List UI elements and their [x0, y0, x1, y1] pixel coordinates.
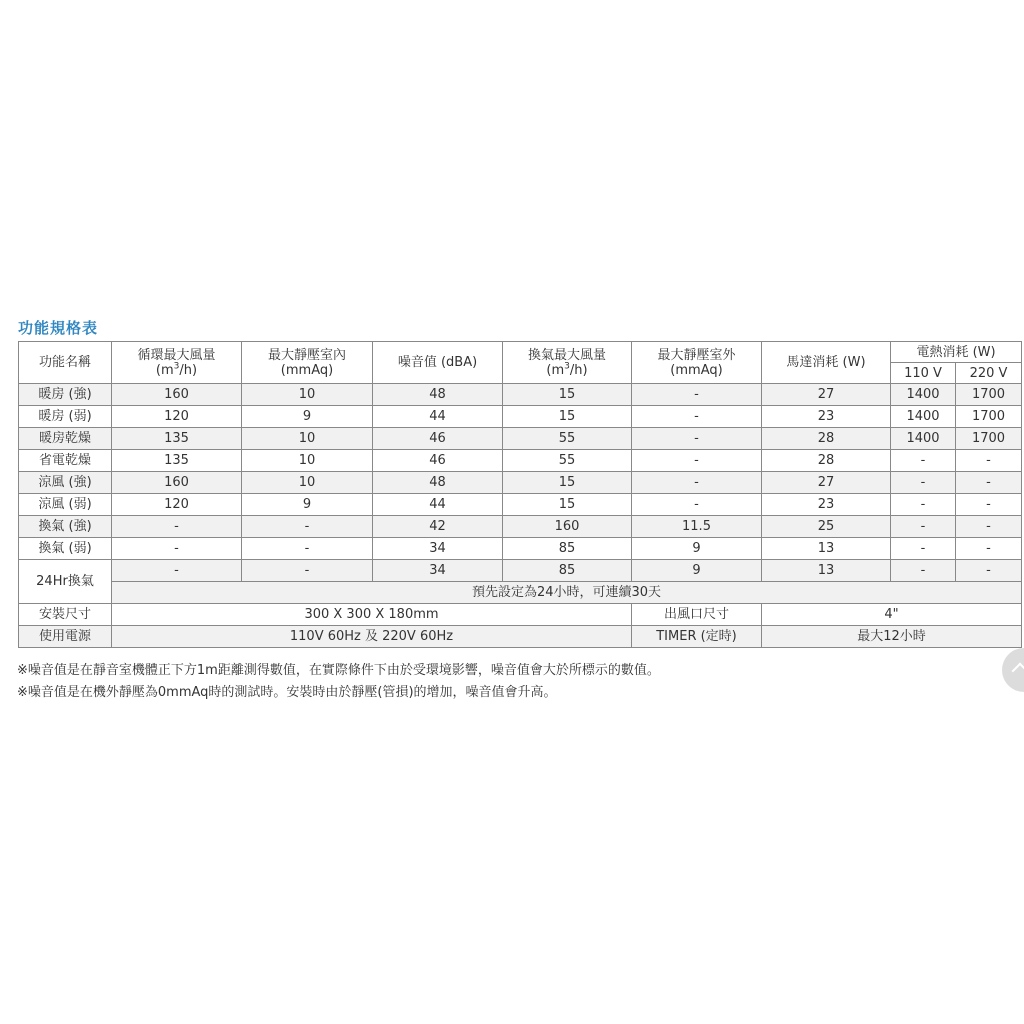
header-noise: 噪音值 (dBA): [373, 342, 503, 384]
table-cell: -: [242, 560, 373, 582]
table-cell: 1400: [891, 428, 956, 450]
table-cell: 9: [242, 494, 373, 516]
table-cell: 120: [112, 494, 242, 516]
row-name: 暖房 (強): [19, 384, 112, 406]
table-row: [19, 516, 1022, 538]
table-cell: 44: [373, 494, 503, 516]
table-cell: 10: [242, 428, 373, 450]
table-cell: -: [242, 516, 373, 538]
header-heater: 電熱消耗 (W): [891, 342, 1022, 363]
timer-label: TIMER (定時): [632, 626, 762, 648]
outlet-label: 出風口尺寸: [632, 604, 762, 626]
table-cell: -: [956, 538, 1022, 560]
table-cell: -: [956, 560, 1022, 582]
install-label: 安裝尺寸: [19, 604, 112, 626]
power-value: 110V 60Hz 及 220V 60Hz: [112, 626, 632, 648]
table-cell: -: [112, 538, 242, 560]
table-cell: 27: [762, 384, 891, 406]
table-cell: -: [891, 516, 956, 538]
table-cell: 1700: [956, 406, 1022, 428]
table-cell: 15: [503, 472, 632, 494]
table-row: [19, 494, 1022, 516]
table-cell: -: [632, 472, 762, 494]
row-name: 暖房乾燥: [19, 428, 112, 450]
table-cell: 11.5: [632, 516, 762, 538]
table-row-note: [19, 582, 1022, 604]
row-24hr-note: 預先設定為24小時，可連續30天: [112, 582, 1022, 604]
footnote: ※噪音值是在機外靜壓為0mmAq時的測試時。安裝時由於靜壓(管損)的增加，噪音值會升高。: [17, 685, 557, 700]
row-name: 換氣 (弱): [19, 538, 112, 560]
header-row: [19, 342, 1022, 363]
table-cell: 9: [632, 538, 762, 560]
header-vent-airflow: 換氣最大風量 $(m^3/h)$: [503, 342, 632, 384]
table-cell: 46: [373, 428, 503, 450]
table-cell: 85: [503, 560, 632, 582]
spec-table: [18, 341, 1022, 648]
table-cell: -: [891, 538, 956, 560]
table-cell: 1700: [956, 384, 1022, 406]
table-row-install: [19, 604, 1022, 626]
header-motor: 馬達消耗 (W): [762, 342, 891, 384]
table-cell: 13: [762, 538, 891, 560]
table-cell: -: [891, 472, 956, 494]
table-cell: 23: [762, 406, 891, 428]
table-cell: 34: [373, 538, 503, 560]
table-cell: 9: [242, 406, 373, 428]
table-cell: -: [891, 494, 956, 516]
table-cell: -: [891, 450, 956, 472]
chevron-up-icon: [1012, 663, 1024, 680]
header-static-in: 最大靜壓室內 (mmAq): [242, 342, 373, 384]
table-cell: 15: [503, 384, 632, 406]
table-cell: 1400: [891, 406, 956, 428]
header-name: 功能名稱: [19, 342, 112, 384]
table-cell: -: [956, 494, 1022, 516]
install-value: 300 X 300 X 180mm: [112, 604, 632, 626]
row-name: 24Hr換氣: [19, 560, 112, 604]
table-row: [19, 384, 1022, 406]
table-cell: 160: [112, 384, 242, 406]
table-cell: 135: [112, 428, 242, 450]
table-row: [19, 560, 1022, 582]
footnotes: [17, 660, 660, 704]
header-heater-110: 110 V: [891, 363, 956, 384]
table-cell: 10: [242, 472, 373, 494]
row-name: 換氣 (強): [19, 516, 112, 538]
table-row: [19, 472, 1022, 494]
table-cell: -: [956, 472, 1022, 494]
table-cell: 160: [503, 516, 632, 538]
table-row: [19, 428, 1022, 450]
table-cell: 85: [503, 538, 632, 560]
table-cell: 28: [762, 428, 891, 450]
timer-value: 最大12小時: [762, 626, 1022, 648]
power-label: 使用電源: [19, 626, 112, 648]
table-cell: -: [956, 450, 1022, 472]
table-cell: -: [632, 406, 762, 428]
table-cell: -: [242, 538, 373, 560]
outlet-value: 4": [762, 604, 1022, 626]
table-cell: 15: [503, 494, 632, 516]
table-cell: 120: [112, 406, 242, 428]
table-row-power: [19, 626, 1022, 648]
table-cell: 13: [762, 560, 891, 582]
header-static-out: 最大靜壓室外 (mmAq): [632, 342, 762, 384]
table-cell: 55: [503, 428, 632, 450]
table-cell: 160: [112, 472, 242, 494]
page-title: 功能規格表: [18, 319, 99, 337]
table-cell: 48: [373, 472, 503, 494]
table-cell: 23: [762, 494, 891, 516]
table-row: [19, 450, 1022, 472]
table-cell: -: [632, 384, 762, 406]
table-cell: 55: [503, 450, 632, 472]
table-cell: -: [956, 516, 1022, 538]
table-cell: 34: [373, 560, 503, 582]
table-cell: -: [112, 516, 242, 538]
table-cell: 44: [373, 406, 503, 428]
row-name: 涼風 (強): [19, 472, 112, 494]
row-name: 暖房 (弱): [19, 406, 112, 428]
table-cell: -: [632, 428, 762, 450]
table-cell: 46: [373, 450, 503, 472]
scroll-up-button[interactable]: [1002, 648, 1024, 692]
table-cell: -: [112, 560, 242, 582]
table-cell: 15: [503, 406, 632, 428]
header-circ-airflow: 循環最大風量 $(m^3/h)$: [112, 342, 242, 384]
table-cell: -: [632, 494, 762, 516]
table-cell: 10: [242, 384, 373, 406]
row-name: 省電乾燥: [19, 450, 112, 472]
table-cell: 25: [762, 516, 891, 538]
table-cell: 27: [762, 472, 891, 494]
header-heater-220: 220 V: [956, 363, 1022, 384]
table-cell: 9: [632, 560, 762, 582]
footnote: ※噪音值是在靜音室機體正下方1m距離測得數值，在實際條件下由於受環境影響，噪音值會大於所標示的數值。: [17, 663, 660, 678]
table-row: [19, 538, 1022, 560]
table-cell: 10: [242, 450, 373, 472]
table-cell: 48: [373, 384, 503, 406]
table-cell: -: [891, 560, 956, 582]
table-cell: -: [632, 450, 762, 472]
table-cell: 1400: [891, 384, 956, 406]
table-cell: 1700: [956, 428, 1022, 450]
table-cell: 42: [373, 516, 503, 538]
table-cell: 28: [762, 450, 891, 472]
row-name: 涼風 (弱): [19, 494, 112, 516]
table-row: [19, 406, 1022, 428]
table-cell: 135: [112, 450, 242, 472]
